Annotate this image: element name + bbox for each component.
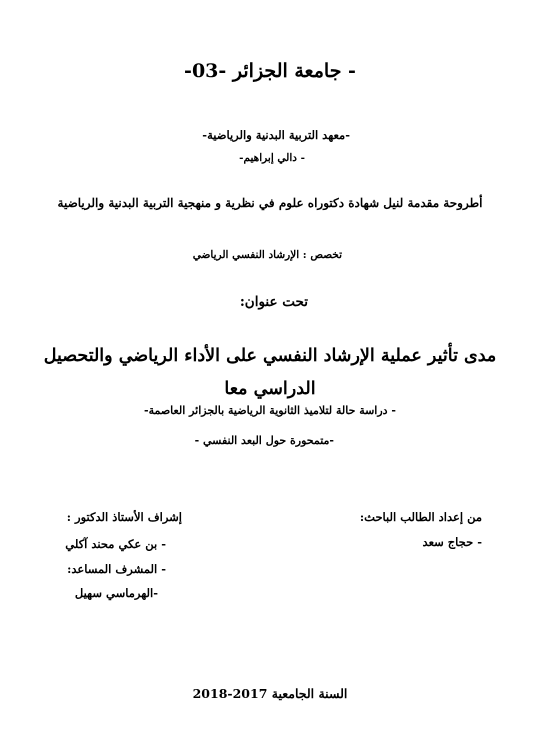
institute-name: -معهد التربية البدنية والرياضية- [202, 128, 350, 142]
university-name: - جامعة الجزائر -03- [184, 60, 356, 82]
assistant-supervisor-name: -الهرماسي سهيل [74, 586, 158, 600]
specialty: تخصص : الإرشاد النفسي الرياضي [192, 249, 342, 261]
thesis-title-line-1: مدى تأثير عملية الإرشاد النفسي على الأداء الرياضي والتحصيل [43, 346, 497, 366]
assistant-supervisor-label: - المشرف المساعد: [67, 562, 166, 576]
researcher-name: - حجاج سعد [422, 535, 482, 549]
supervisor-name: - بن عكي محند آكلي [65, 537, 166, 551]
focus-subtitle: -متمحورة حول البعد النفسي - [194, 434, 334, 447]
thesis-title-line-2: الدراسي معا [224, 379, 316, 399]
case-study-subtitle: - دراسة حالة لتلاميذ الثانوية الرياضية بالجزائر العاصمة- [144, 404, 396, 417]
campus-name: - دالي إبراهيم- [239, 152, 305, 164]
academic-year: السنة الجامعية 2017-2018 [192, 686, 348, 701]
under-title-label: تحت عنوان: [239, 294, 308, 310]
supervisor-label: إشراف الأستاذ الدكتور : [66, 510, 182, 524]
researcher-label: من إعداد الطالب الباحث: [359, 510, 482, 524]
thesis-description: أطروحة مقدمة لنيل شهادة دكتوراه علوم في نظرية و منهجية التربية البدنية والرياضية [57, 196, 483, 210]
